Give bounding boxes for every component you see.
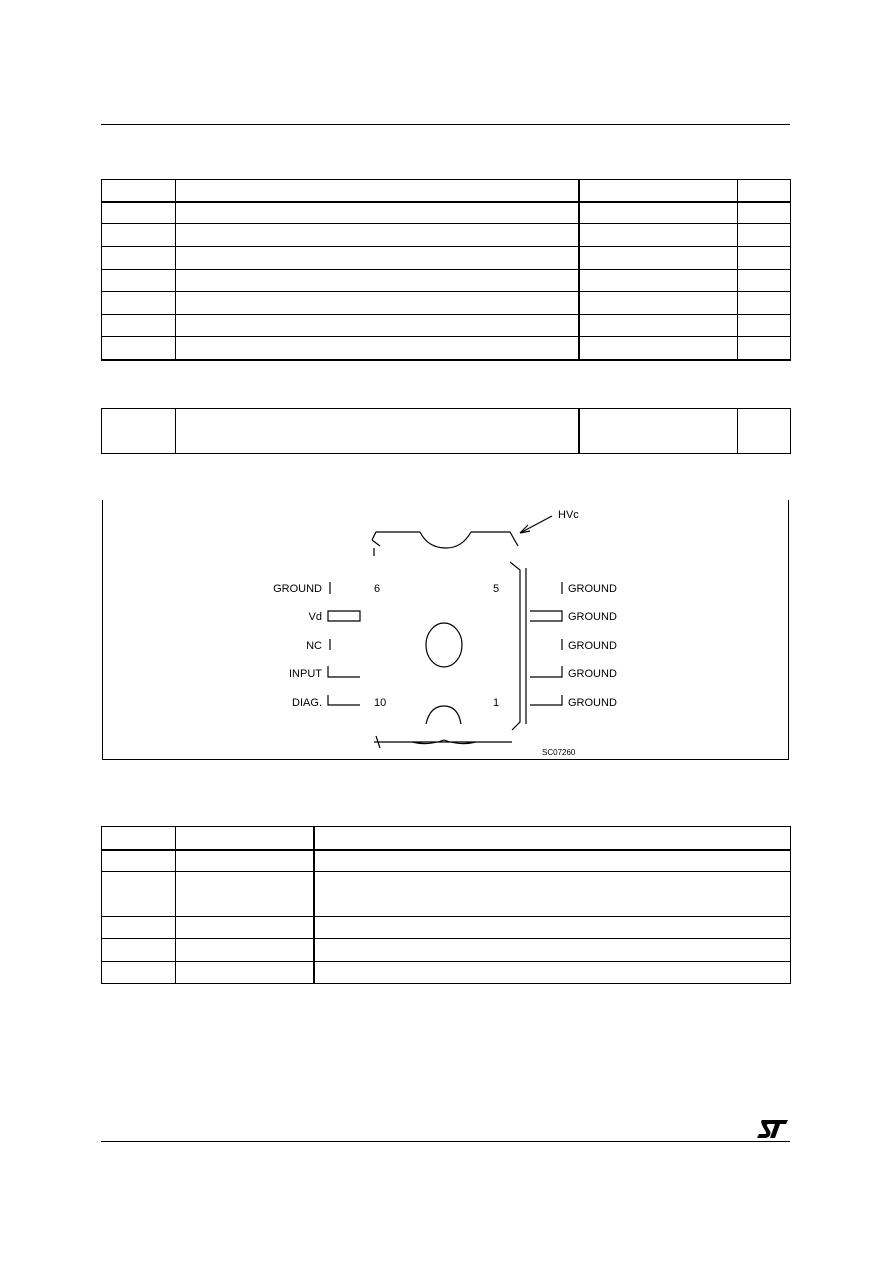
hvc-arrow-line [520, 516, 552, 533]
left-lead-diag [328, 695, 360, 705]
right-lead-ground-5 [530, 695, 562, 705]
pin-number-1: 1 [493, 697, 500, 709]
table-cell [176, 939, 314, 962]
hvc-label: HVc [558, 509, 579, 521]
footer-rule [101, 1141, 790, 1142]
table-row [102, 872, 791, 917]
package-bottom-notch [426, 706, 461, 724]
right-lead-ground-2 [530, 611, 562, 621]
table-header-row [102, 827, 791, 850]
table-cell [314, 872, 791, 917]
table-cell [176, 872, 314, 917]
pin-number-10: 10 [374, 697, 387, 709]
pin-function-table [101, 826, 791, 984]
right-lead-ground-4 [530, 666, 562, 677]
table-cell [102, 850, 176, 872]
right-pin-label-5: GROUND [568, 697, 617, 709]
table-cell [102, 962, 176, 984]
table-cell [102, 917, 176, 939]
mounting-hole-icon [426, 623, 462, 667]
left-pin-label-3: NC [306, 640, 322, 652]
left-lead-vd [328, 611, 360, 621]
package-top-notch [420, 532, 471, 548]
st-logo [756, 1118, 790, 1140]
table-cell [102, 939, 176, 962]
table-cell [314, 917, 791, 939]
table-cell [314, 827, 791, 850]
left-pin-label-2: Vd [308, 611, 322, 623]
package-top-tab [372, 540, 380, 556]
table-cell [102, 872, 176, 917]
pin-number-6: 6 [374, 583, 381, 595]
table-row [102, 962, 791, 984]
package-bottom-edge [374, 736, 512, 748]
table-cell [314, 962, 791, 984]
table-cell [314, 939, 791, 962]
table-cell [176, 962, 314, 984]
package-right-edge [510, 562, 520, 730]
right-pin-label-4: GROUND [568, 668, 617, 680]
table-row [102, 850, 791, 872]
table-cell [176, 917, 314, 939]
right-pin-label-3: GROUND [568, 640, 617, 652]
table-row [102, 917, 791, 939]
table-row [102, 939, 791, 962]
pin-number-5: 5 [493, 583, 500, 595]
table-cell [102, 827, 176, 850]
left-pin-label-4: INPUT [289, 668, 322, 680]
table-cell [176, 850, 314, 872]
right-pin-label-2: GROUND [568, 611, 617, 623]
package-top-edge [372, 532, 518, 546]
right-pin-label-1: GROUND [568, 583, 617, 595]
table-cell [314, 850, 791, 872]
left-pin-label-5: DIAG. [292, 697, 322, 709]
table-cell [176, 827, 314, 850]
left-lead-input [328, 666, 360, 677]
left-pin-label-1: GROUND [273, 583, 322, 595]
figure-code: SC07260 [542, 748, 576, 757]
